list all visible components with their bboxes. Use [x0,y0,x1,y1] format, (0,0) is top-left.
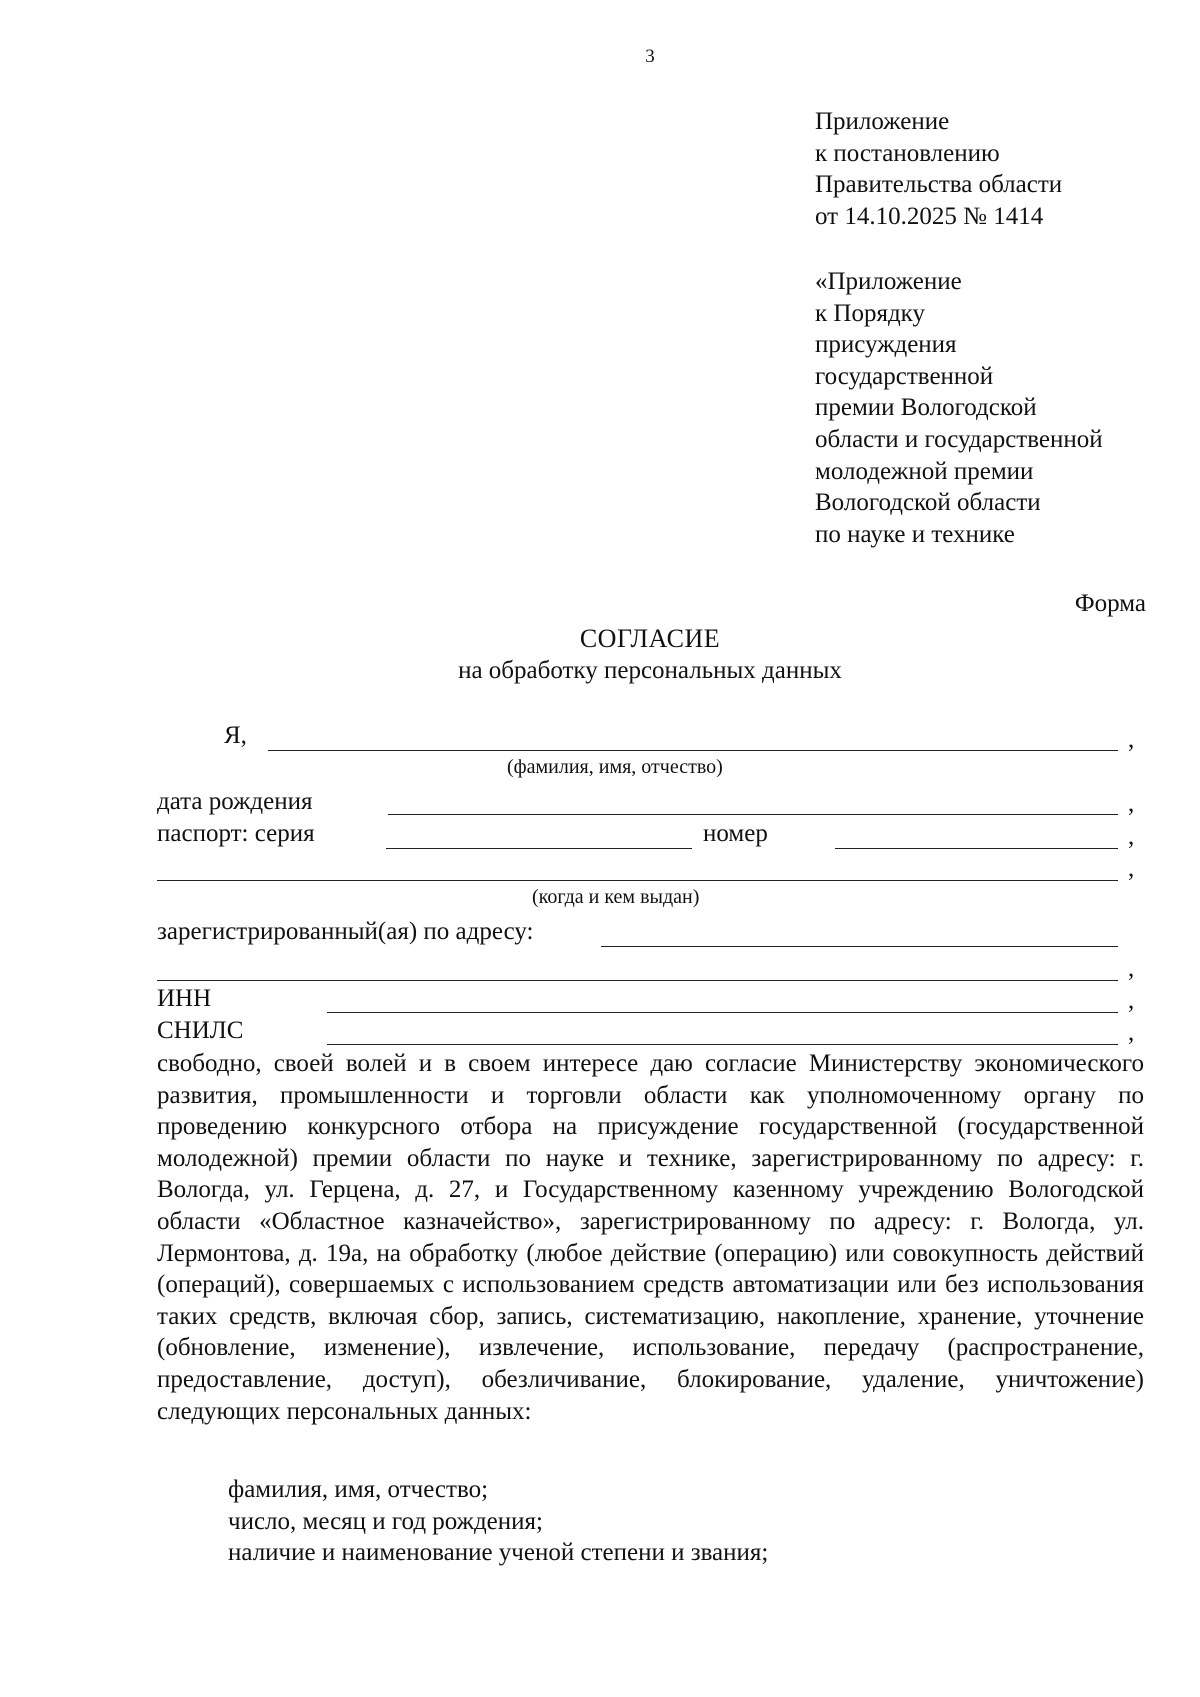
snils-input-line[interactable] [327,1044,1118,1045]
passport-issued-input-line[interactable] [157,880,1118,881]
list-item: число, месяц и год рождения; [228,1507,543,1535]
passport-series-label: паспорт: серия [157,820,315,847]
list-item: наличие и наименование ученой степени и звания; [228,1539,769,1567]
appendix-order-line: к Порядку [815,299,925,327]
appendix-order-line: области и государственной [815,425,1103,453]
appendix-header-line: Правительства области [815,171,1063,199]
dob-input-line[interactable] [388,814,1118,815]
appendix-order-line: по науке и технике [815,520,1015,548]
issued-caption: (когда и кем выдан) [532,886,700,908]
passport-number-input-line[interactable] [835,848,1118,849]
passport-series-input-line[interactable] [386,848,692,849]
list-item: фамилия, имя, отчество; [228,1476,489,1503]
appendix-order-block [815,266,1103,550]
comma: , [1128,790,1135,817]
comma: , [1128,855,1135,882]
page-number: 3 [645,46,655,67]
address-input-line-2[interactable] [157,980,1118,981]
address-label: зарегистрированный(ая) по адресу: [157,918,534,945]
fio-caption: (фамилия, имя, отчество) [507,756,723,778]
appendix-header [815,106,1062,232]
fio-input-line[interactable] [268,750,1118,751]
document-subtitle: на обработку персональных данных [458,657,842,684]
appendix-order-line: «Приложение [815,268,962,295]
i-label: Я, [224,722,247,749]
consent-paragraph: свободно, своей волей и в своем интересе даю согласие Министерству экономического развития, промышленности и торговли области как уполномоченному органу по проведению конкурсного отбора на присуждение государственной (государственной молодежной) премии области по науке и технике, зарегистрированному по адресу: г. Вологда, ул. Герцена, д. 27, и Государственному казенному учреждению Вологодской области «Областное казначейство», зарегистрированному по адресу: г. Вологда, ул. Лермонтова, д. 19а, на обработку (любое действие (операцию) или совокупность действий (операций), совершаемых с использованием средств автоматизации или без использования таких средств, включая сбор, запись, систематизацию, накопление, хранение, уточнение (обновление, изменение), извлечение, использование, передачу (распространение, предоставление, доступ), обезличивание, блокирование, удаление, уничтожение) следующих персональных данных: [157,1050,1144,1425]
comma: , [1128,823,1135,850]
comma: , [1128,1019,1135,1046]
appendix-order-line: присуждения [815,331,957,359]
appendix-order-line: государственной [815,362,994,390]
appendix-order-line: Вологодской области [815,489,1041,517]
inn-label: ИНН [157,985,212,1012]
address-input-line[interactable] [601,946,1118,947]
comma: , [1128,987,1135,1014]
appendix-order-line: премии Вологодской [815,394,1037,422]
appendix-header-line: Приложение [815,108,950,135]
form-label: Форма [1074,590,1146,617]
appendix-order-line: молодежной премии [815,457,1034,485]
document-title: СОГЛАСИЕ [579,624,721,653]
inn-input-line[interactable] [327,1012,1118,1013]
personal-data-list [228,1474,768,1569]
passport-number-label: номер [703,820,768,847]
appendix-header-line: к постановлению [815,139,1000,167]
comma: , [1128,955,1135,982]
dob-label: дата рождения [157,788,313,815]
snils-label: СНИЛС [157,1017,244,1044]
comma: , [1128,726,1135,753]
appendix-header-line: от 14.10.2025 № 1414 [815,202,1044,230]
